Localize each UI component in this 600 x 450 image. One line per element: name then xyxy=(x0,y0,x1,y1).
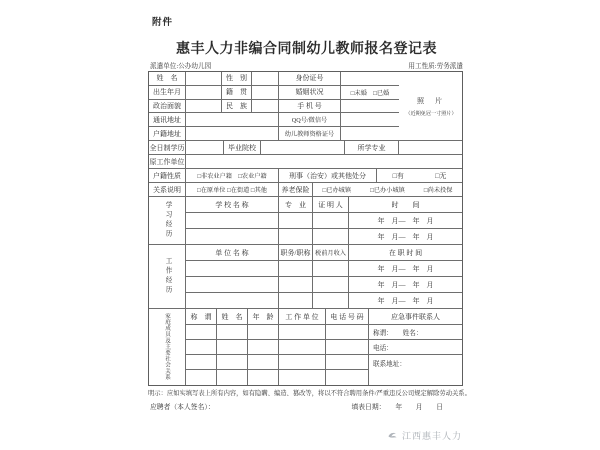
id-number-value xyxy=(341,72,399,86)
brand-text: 江西惠丰人力 xyxy=(401,431,462,441)
study-witness-value xyxy=(313,213,349,229)
family-relation-value xyxy=(186,370,217,385)
mobile-value xyxy=(341,100,399,114)
work-income-value xyxy=(313,261,349,277)
study-header-row xyxy=(186,197,462,213)
name-value xyxy=(186,72,222,86)
study-col-time: 时 间 xyxy=(349,197,462,213)
work-data-row xyxy=(186,277,462,293)
family-unit-value xyxy=(279,370,326,385)
work-income-value xyxy=(313,293,349,309)
study-major-value xyxy=(279,229,313,245)
brand-logo-icon xyxy=(387,430,398,441)
work-col-position: 职务/职称 xyxy=(279,245,313,261)
family-unit-value xyxy=(279,325,326,340)
study-col-school: 学 校 名 称 xyxy=(186,197,279,213)
qq-wechat-label: QQ号/微信号 xyxy=(279,113,341,127)
family-col-phone: 电 话 号 码 xyxy=(326,309,369,325)
work-unit-value xyxy=(186,277,279,293)
study-section-label: 学习经历 xyxy=(149,197,186,245)
marital-label: 婚姻状况 xyxy=(279,86,341,100)
table-row xyxy=(149,127,399,141)
family-name-value xyxy=(217,325,248,340)
family-phone-value xyxy=(326,325,369,340)
native-place-value xyxy=(252,86,279,100)
photo-cell xyxy=(399,72,462,141)
family-data-row xyxy=(186,325,369,340)
study-time-value: 年 月— 年 月 xyxy=(349,213,462,229)
family-relation-value xyxy=(186,340,217,355)
major-label: 所学专业 xyxy=(345,141,399,155)
college-label: 毕业院校 xyxy=(224,141,261,155)
work-unit-value xyxy=(186,293,279,309)
family-data-row xyxy=(186,340,369,355)
fill-date-label: 填表日期： xyxy=(351,404,386,411)
family-relation-value xyxy=(186,325,217,340)
study-data-row xyxy=(186,213,462,229)
gender-value xyxy=(252,72,279,86)
work-section xyxy=(149,245,462,309)
family-phone-value xyxy=(326,340,369,355)
table-row xyxy=(149,113,399,127)
birth-value xyxy=(186,86,222,100)
punishment-option-yes: □有 xyxy=(392,171,404,180)
pension-option-none: □尚未投保 xyxy=(423,187,453,194)
mail-address-label: 通讯地址 xyxy=(149,113,186,127)
family-col-relation: 称 谓 xyxy=(186,309,217,325)
work-tenure-value: 年 月— 年 月 xyxy=(349,277,462,293)
family-age-value xyxy=(248,340,279,355)
politics-value xyxy=(186,100,222,114)
family-col-name: 姓 名 xyxy=(217,309,248,325)
punishment-label: 刑事（治安）或其他处分 xyxy=(279,169,377,183)
name-label: 姓 名 xyxy=(149,72,186,86)
work-income-value xyxy=(313,277,349,293)
punishment-option-no: □无 xyxy=(435,171,447,180)
family-section xyxy=(149,309,462,385)
qq-wechat-value xyxy=(341,113,399,127)
photo-title: 照 片 xyxy=(417,96,444,105)
hukou-type-label: 户籍性质 xyxy=(149,169,186,183)
marital-options: □未婚 □已婚 xyxy=(341,86,399,100)
emergency-contact-cell xyxy=(369,325,462,385)
work-col-unit: 单 位 名 称 xyxy=(186,245,279,261)
birth-label: 出生年月 xyxy=(149,86,186,100)
signature-row xyxy=(150,401,463,411)
study-time-value: 年 月— 年 月 xyxy=(349,229,462,245)
family-col-age: 年 龄 xyxy=(248,309,279,325)
family-age-value xyxy=(248,370,279,385)
form-subheader xyxy=(150,60,463,70)
prev-employer-row xyxy=(149,155,462,169)
teacher-cert-value xyxy=(341,127,399,141)
family-header-row xyxy=(186,309,462,325)
applicant-signature-label: 应聘者（本人签名）： xyxy=(150,404,215,411)
family-phone-value xyxy=(326,355,369,370)
family-unit-value xyxy=(279,340,326,355)
family-body xyxy=(186,309,462,385)
work-header-row xyxy=(186,245,462,261)
family-relation-value xyxy=(186,355,217,370)
family-section-label: 家庭成员及主要社会关系 xyxy=(149,309,186,385)
relation-row xyxy=(149,183,462,197)
family-data-row xyxy=(186,355,369,370)
identity-section xyxy=(149,72,462,141)
pension-label: 养老保险 xyxy=(279,183,313,197)
hukou-row xyxy=(149,169,462,183)
family-unit-value xyxy=(279,355,326,370)
study-section xyxy=(149,197,462,245)
work-position-value xyxy=(279,293,313,309)
family-col-unit: 工 作 单 位 xyxy=(279,309,326,325)
brand-mark xyxy=(149,429,462,442)
form-notice: 明示：应如实填写表上所有内容，如有隐瞒、编造、篡改等，将以不符合聘用条件/严重违反公司规定解除劳动关系。 xyxy=(148,390,471,397)
pension-option-urban: □已办城镇 xyxy=(322,187,352,194)
work-data-row xyxy=(186,261,462,277)
work-col-income: 税前月收入 xyxy=(313,245,349,261)
prev-employer-value xyxy=(186,155,462,169)
work-unit-value xyxy=(186,261,279,277)
hukou-options: □非农业户籍 □农业户籍 xyxy=(186,169,279,183)
work-tenure-value: 年 月— 年 月 xyxy=(349,261,462,277)
study-school-value xyxy=(186,229,279,245)
ethnicity-label: 民 族 xyxy=(222,100,252,114)
native-place-label: 籍 贯 xyxy=(222,86,252,100)
family-data-row xyxy=(186,370,369,385)
punishment-options xyxy=(377,169,462,183)
emergency-line-2: 电话： xyxy=(369,340,462,355)
attachment-label: 附件 xyxy=(152,18,174,28)
major-value xyxy=(399,141,462,155)
family-age-value xyxy=(248,355,279,370)
work-position-value xyxy=(279,277,313,293)
household-address-label: 户籍地址 xyxy=(149,127,186,141)
photo-note: （近期免冠一寸照片） xyxy=(404,110,457,117)
emergency-line-3: 联系地址： xyxy=(373,361,406,368)
college-value xyxy=(261,141,345,155)
identity-left-group xyxy=(149,72,399,141)
study-body xyxy=(186,197,462,245)
work-tenure-value: 年 月— 年 月 xyxy=(349,293,462,309)
study-data-row xyxy=(186,229,462,245)
table-row xyxy=(149,100,399,114)
household-address-value xyxy=(186,127,279,141)
mail-address-value xyxy=(186,113,279,127)
work-data-row xyxy=(186,293,462,309)
work-body xyxy=(186,245,462,309)
form-title: 惠丰人力非编合同制幼儿教师报名登记表 xyxy=(176,42,437,57)
work-col-tenure: 在 职 时 间 xyxy=(349,245,462,261)
family-name-value xyxy=(217,370,248,385)
relation-options: □在原单位 □在街道 □其他 xyxy=(186,183,279,197)
dispatch-unit-label: 派遣单位:公办幼儿园 xyxy=(150,63,212,70)
work-position-value xyxy=(279,261,313,277)
fill-date-group xyxy=(351,401,443,411)
study-major-value xyxy=(279,213,313,229)
emergency-line-1: 称谓： 姓名： xyxy=(369,325,462,340)
gender-label: 性 别 xyxy=(222,72,252,86)
family-name-value xyxy=(217,340,248,355)
family-rows xyxy=(186,325,369,385)
relation-note-label: 关系说明 xyxy=(149,183,186,197)
pension-options xyxy=(313,183,462,197)
fill-date-placeholder: 年 月 日 xyxy=(395,404,443,411)
study-col-witness: 证 明 人 xyxy=(313,197,349,213)
work-section-label: 工作经历 xyxy=(149,245,186,309)
study-witness-value xyxy=(313,229,349,245)
family-age-value xyxy=(248,325,279,340)
family-name-value xyxy=(217,355,248,370)
table-row xyxy=(149,72,399,86)
education-value xyxy=(186,141,224,155)
mobile-label: 手 机 号 xyxy=(279,100,341,114)
family-data-area xyxy=(186,325,462,385)
teacher-cert-label: 幼儿教师资格证号 xyxy=(279,127,341,141)
education-row xyxy=(149,141,462,155)
family-col-emergency: 应急事件联系人 xyxy=(369,309,462,325)
prev-employer-label: 原工作单位 xyxy=(149,155,186,169)
id-number-label: 身份证号 xyxy=(279,72,341,86)
study-school-value xyxy=(186,213,279,229)
ethnicity-value xyxy=(252,100,279,114)
table-row xyxy=(149,86,399,100)
pension-option-small-town: □已办小城镇 xyxy=(370,187,405,194)
employment-nature-label: 用工性质:劳务派遣 xyxy=(408,63,463,70)
study-col-major: 专 业 xyxy=(279,197,313,213)
politics-label: 政治面貌 xyxy=(149,100,186,114)
form-table xyxy=(148,71,463,386)
family-phone-value xyxy=(326,370,369,385)
education-label: 全日制学历 xyxy=(149,141,186,155)
